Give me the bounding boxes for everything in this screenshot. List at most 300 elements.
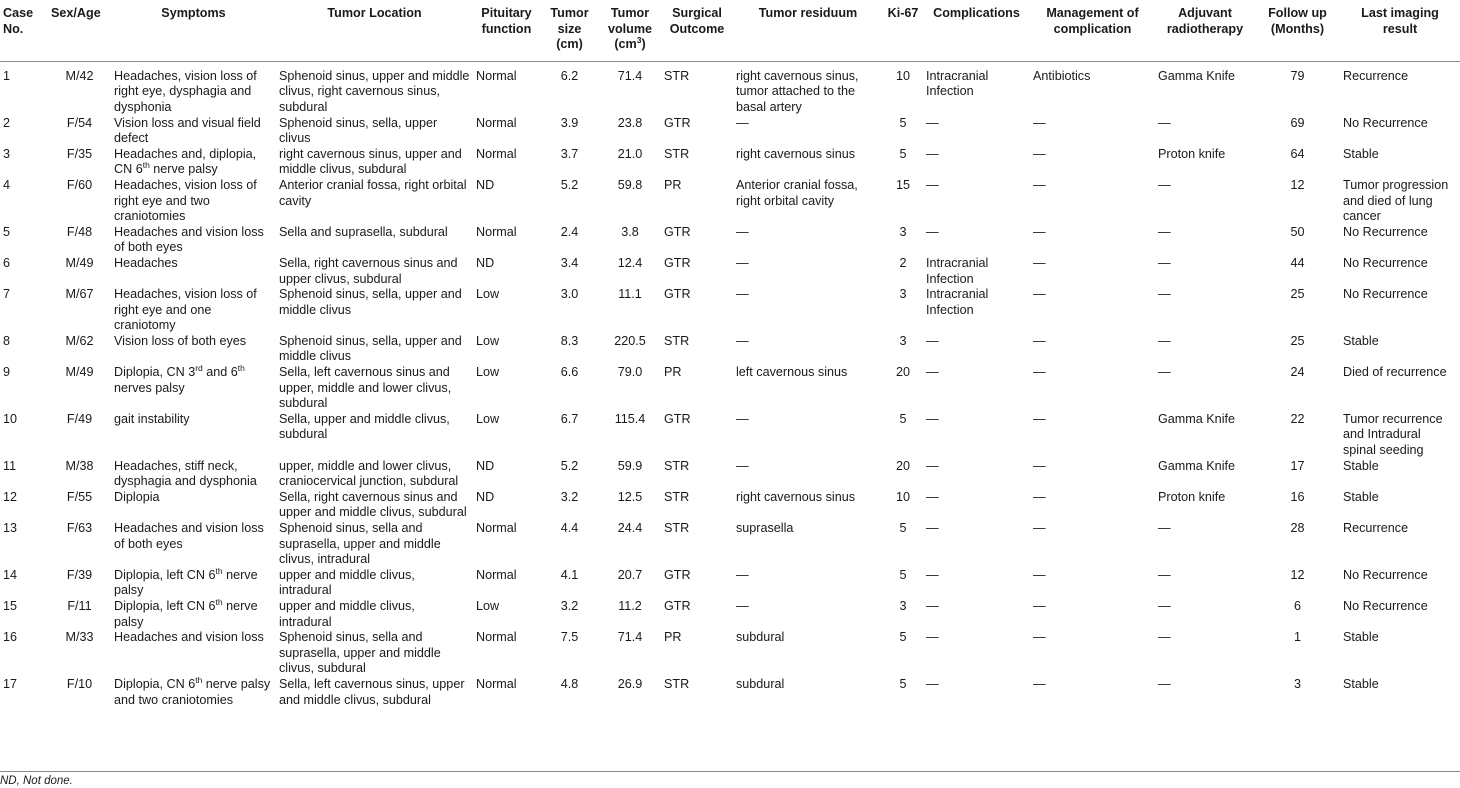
table-row <box>0 412 1460 459</box>
cell-tumor-volume: 220.5 <box>614 333 646 348</box>
table-row <box>0 599 1460 630</box>
cell-management: Antibiotics <box>1033 68 1091 83</box>
cell-management: — <box>1033 676 1046 691</box>
cell-sex-age: M/42 <box>65 68 94 83</box>
symptom-text: nerve palsy <box>114 567 258 598</box>
cell-follow-up: 79 <box>1290 68 1305 83</box>
header-sex-age: Sex/Age <box>48 0 111 61</box>
table-row <box>0 116 1460 147</box>
cell-pituitary-function: Normal <box>476 521 517 535</box>
cell-tumor-location: Sella and suprasella, subdural <box>279 224 448 239</box>
cell-tumor-volume: 59.8 <box>617 177 643 192</box>
cell-surgical-outcome: GTR <box>664 287 691 302</box>
symptom-superscript: th <box>195 674 203 685</box>
cell-last-imaging: No Recurrence <box>1343 598 1428 613</box>
cell-tumor-location: Sella, upper and middle clivus, subdural <box>279 411 450 442</box>
cell-case-no: 6 <box>3 255 11 270</box>
cell-symptoms <box>111 674 276 708</box>
cell-tumor-size: 6.7 <box>560 411 579 426</box>
cell-follow-up: 12 <box>1290 177 1305 192</box>
cell-surgical-outcome: PR <box>664 177 682 192</box>
cell-follow-up: 44 <box>1290 255 1305 270</box>
cell-ki67: 3 <box>899 224 907 239</box>
cell-follow-up: 6 <box>1293 598 1301 613</box>
symptom-text: Headaches <box>114 255 178 270</box>
cell-pituitary-function: ND <box>476 255 495 270</box>
cell-sex-age: M/38 <box>65 458 94 473</box>
cell-adjuvant-radiotherapy: — <box>1158 287 1171 302</box>
cell-tumor-size: 7.5 <box>560 630 579 645</box>
cell-complications: — <box>926 489 939 504</box>
cell-last-imaging: No Recurrence <box>1343 224 1428 239</box>
symptom-text: Headaches, vision loss of right eye and two craniotomies <box>114 177 257 224</box>
cell-last-imaging: Died of recurrence <box>1343 365 1447 380</box>
cell-case-no: 13 <box>3 521 18 535</box>
cell-tumor-residuum: right cavernous sinus, tumor attached to the basal artery <box>736 68 859 114</box>
cell-sex-age: F/60 <box>66 177 93 192</box>
cell-complications: — <box>926 567 939 582</box>
cell-tumor-volume: 71.4 <box>617 68 643 83</box>
cell-surgical-outcome: STR <box>664 676 690 691</box>
cell-sex-age: F/54 <box>66 115 93 130</box>
cell-symptoms <box>111 61 276 115</box>
symptom-superscript: th <box>215 596 223 607</box>
cell-pituitary-function: Low <box>476 411 500 426</box>
cell-tumor-size: 8.3 <box>560 333 579 348</box>
table-header <box>0 0 1460 61</box>
cell-surgical-outcome: STR <box>664 458 690 473</box>
cell-surgical-outcome: STR <box>664 146 690 161</box>
cell-follow-up: 12 <box>1290 567 1305 582</box>
cell-complications: Intracranial Infection <box>926 68 989 99</box>
cell-follow-up: 25 <box>1290 333 1305 348</box>
cell-ki67: 10 <box>895 68 910 83</box>
cell-case-no: 3 <box>3 146 11 161</box>
cell-tumor-residuum: — <box>736 333 749 348</box>
cell-case-no: 5 <box>3 224 11 239</box>
cell-tumor-volume: 20.7 <box>617 567 643 582</box>
cell-tumor-residuum: Anterior cranial fossa, right orbital cavity <box>736 177 858 208</box>
cell-sex-age: F/63 <box>66 521 93 535</box>
table-row <box>0 365 1460 412</box>
symptom-text: Headaches, vision loss of right eye, dysphagia and dysphonia <box>114 68 257 114</box>
table-row <box>0 677 1460 708</box>
header-adjuvant-radiotherapy: Adjuvant radiotherapy <box>1155 0 1255 61</box>
cell-ki67: 20 <box>895 458 910 473</box>
cell-last-imaging: Tumor progression and died of lung cancer <box>1343 177 1449 224</box>
cell-management: — <box>1033 630 1046 645</box>
symptom-superscript: th <box>142 160 150 171</box>
cell-tumor-size: 3.7 <box>560 146 579 161</box>
cell-pituitary-function: Low <box>476 365 500 380</box>
cell-management: — <box>1033 567 1046 582</box>
cell-ki67: 5 <box>899 115 907 130</box>
cell-tumor-location: Sphenoid sinus, sella and suprasella, upper and middle clivus, subdural <box>279 630 441 676</box>
symptom-text: nerves palsy <box>114 380 185 395</box>
cell-complications: — <box>926 365 939 380</box>
cell-tumor-volume: 12.4 <box>617 255 643 270</box>
cell-management: — <box>1033 489 1046 504</box>
cell-tumor-volume: 26.9 <box>617 676 643 691</box>
cell-follow-up: 3 <box>1293 676 1301 691</box>
cell-pituitary-function: Low <box>476 598 500 613</box>
cell-ki67: 10 <box>895 489 910 504</box>
cell-tumor-residuum: — <box>736 115 749 130</box>
cell-adjuvant-radiotherapy: Gamma Knife <box>1158 458 1235 473</box>
cell-sex-age: M/62 <box>65 333 94 348</box>
cell-tumor-residuum: subdural <box>736 630 785 645</box>
cell-adjuvant-radiotherapy: — <box>1158 598 1171 613</box>
cell-pituitary-function: Normal <box>476 676 517 691</box>
symptom-text: Headaches, stiff neck, dysphagia and dysphonia <box>114 458 257 489</box>
cell-sex-age: M/67 <box>65 287 94 302</box>
cell-ki67: 5 <box>899 567 907 582</box>
cell-symptoms <box>111 565 276 599</box>
header-last-imaging: Last imaging result <box>1340 0 1460 61</box>
cell-adjuvant-radiotherapy: — <box>1158 630 1171 645</box>
cell-tumor-location: Anterior cranial fossa, right orbital cavity <box>279 177 467 208</box>
cell-surgical-outcome: GTR <box>664 598 691 613</box>
header-ki67: Ki-67 <box>883 0 923 61</box>
cell-tumor-location: Sella, left cavernous sinus and upper, middle and lower clivus, subdural <box>279 365 452 411</box>
header-tumor-size: Tumor size (cm) <box>540 0 599 61</box>
cell-management: — <box>1033 224 1046 239</box>
cell-management: — <box>1033 365 1046 380</box>
symptom-text: and 6 <box>202 365 238 380</box>
cell-surgical-outcome: PR <box>664 365 682 380</box>
cell-tumor-location: Sella, right cavernous sinus and upper clivus, subdural <box>279 255 458 286</box>
header-follow-up: Follow up (Months) <box>1255 0 1340 61</box>
cell-tumor-size: 4.8 <box>560 676 579 691</box>
cell-follow-up: 28 <box>1290 521 1305 535</box>
symptom-text: nerve palsy and two craniotomies <box>114 676 271 707</box>
cell-complications: Intracranial Infection <box>926 287 989 317</box>
cell-ki67: 5 <box>899 146 907 161</box>
cell-tumor-volume: 71.4 <box>617 630 643 645</box>
cell-management: — <box>1033 411 1046 426</box>
cell-pituitary-function: Low <box>476 287 500 302</box>
table-row <box>0 225 1460 256</box>
header-tumor-volume <box>599 0 661 61</box>
cell-management: — <box>1033 177 1046 192</box>
symptom-text: Diplopia, CN 6 <box>114 676 196 691</box>
cell-follow-up: 16 <box>1290 489 1305 504</box>
cell-tumor-volume: 21.0 <box>617 146 643 161</box>
symptom-text: Vision loss of both eyes <box>114 333 247 348</box>
cell-ki67: 3 <box>899 287 907 302</box>
header-symptoms: Symptoms <box>111 0 276 61</box>
cell-adjuvant-radiotherapy: — <box>1158 333 1171 348</box>
cell-pituitary-function: Low <box>476 333 500 348</box>
cell-adjuvant-radiotherapy: — <box>1158 676 1171 691</box>
cell-adjuvant-radiotherapy: Proton knife <box>1158 146 1226 161</box>
cell-tumor-residuum: subdural <box>736 676 785 691</box>
header-pituitary-function: Pituitary function <box>473 0 540 61</box>
cell-complications: — <box>926 630 939 645</box>
header-tumor-volume-text: Tumor volume (cm <box>607 6 653 52</box>
cell-last-imaging: No Recurrence <box>1343 567 1428 582</box>
cell-symptoms <box>111 225 276 256</box>
cell-surgical-outcome: GTR <box>664 567 691 582</box>
cell-sex-age: F/49 <box>66 411 93 426</box>
cell-tumor-residuum: — <box>736 224 749 239</box>
cell-symptoms <box>111 412 276 459</box>
cell-symptoms <box>111 256 276 287</box>
cell-tumor-location: Sphenoid sinus, sella and suprasella, upper and middle clivus, intradural <box>279 521 441 567</box>
cell-complications: — <box>926 177 939 192</box>
symptom-text: Vision loss and visual field defect <box>114 115 261 146</box>
cell-management: — <box>1033 458 1046 473</box>
cell-tumor-size: 4.4 <box>560 521 579 535</box>
cell-complications: Intracranial Infection <box>926 255 989 286</box>
cell-complications: — <box>926 521 939 535</box>
cell-follow-up: 50 <box>1290 224 1305 239</box>
cell-complications: — <box>926 598 939 613</box>
cell-case-no: 14 <box>3 567 18 582</box>
cell-tumor-size: 3.2 <box>560 489 579 504</box>
cell-adjuvant-radiotherapy: — <box>1158 255 1171 270</box>
cell-sex-age: F/55 <box>66 489 93 504</box>
cell-tumor-size: 3.4 <box>560 255 579 270</box>
cell-tumor-volume: 11.2 <box>618 598 642 613</box>
cell-ki67: 5 <box>899 411 907 426</box>
cell-complications: — <box>926 458 939 473</box>
cell-symptoms <box>111 630 276 677</box>
cell-sex-age: M/33 <box>65 630 94 645</box>
cell-ki67: 20 <box>895 365 910 380</box>
cell-case-no: 2 <box>3 115 11 130</box>
symptom-text: Diplopia, left CN 6 <box>114 598 216 613</box>
cell-symptoms <box>111 521 276 568</box>
cell-tumor-location: upper and middle clivus, intradural <box>279 567 415 598</box>
cell-ki67: 5 <box>899 676 907 691</box>
cell-case-no: 8 <box>3 333 11 348</box>
cell-complications: — <box>926 676 939 691</box>
header-tumor-location: Tumor Location <box>276 0 473 61</box>
symptom-superscript: rd <box>195 363 203 374</box>
cell-case-no: 16 <box>3 630 18 645</box>
symptom-text: Headaches and, diplopia, CN 6 <box>114 146 257 177</box>
cell-adjuvant-radiotherapy: — <box>1158 521 1171 535</box>
cell-case-no: 1 <box>3 68 11 83</box>
cell-tumor-size: 5.2 <box>560 458 579 473</box>
table-row <box>0 61 1460 115</box>
cell-follow-up: 25 <box>1290 287 1305 302</box>
table-row <box>0 287 1460 334</box>
cell-pituitary-function: Normal <box>476 224 517 239</box>
cell-surgical-outcome: STR <box>664 333 690 348</box>
cell-tumor-residuum: — <box>736 598 749 613</box>
cell-tumor-location: upper and middle clivus, intradural <box>279 598 415 629</box>
cell-ki67: 5 <box>899 630 907 645</box>
cell-case-no: 11 <box>3 458 17 473</box>
cell-tumor-size: 5.2 <box>560 177 579 192</box>
cell-last-imaging: Recurrence <box>1343 68 1409 83</box>
cell-adjuvant-radiotherapy: Proton knife <box>1158 489 1226 504</box>
symptom-superscript: th <box>237 363 245 374</box>
cell-pituitary-function: Normal <box>476 567 517 582</box>
cell-tumor-residuum: — <box>736 287 749 302</box>
table-row <box>0 178 1460 225</box>
cell-tumor-location: Sella, left cavernous sinus, upper and middle clivus, subdural <box>279 676 465 707</box>
cell-tumor-size: 3.2 <box>560 598 579 613</box>
cell-tumor-residuum: right cavernous sinus <box>736 489 856 504</box>
cell-management: — <box>1033 287 1046 302</box>
cell-tumor-size: 6.2 <box>560 68 579 83</box>
cell-symptoms <box>111 287 276 334</box>
cell-last-imaging: Recurrence <box>1343 521 1409 535</box>
cell-ki67: 3 <box>899 598 907 613</box>
cell-tumor-volume: 24.4 <box>617 521 643 535</box>
cell-follow-up: 69 <box>1290 115 1305 130</box>
symptom-text: Diplopia, left CN 6 <box>114 567 216 582</box>
cell-follow-up: 64 <box>1290 146 1305 161</box>
cell-last-imaging: No Recurrence <box>1343 115 1428 130</box>
table-row <box>0 334 1460 365</box>
cell-last-imaging: Stable <box>1343 333 1379 348</box>
table-footnote: ND, Not done. <box>0 775 73 787</box>
symptom-superscript: th <box>215 565 223 576</box>
cell-follow-up: 22 <box>1290 411 1305 426</box>
header-case-no: Case No. <box>0 0 48 61</box>
cell-tumor-volume: 12.5 <box>617 489 643 504</box>
cell-case-no: 9 <box>3 365 11 380</box>
cell-surgical-outcome: GTR <box>664 411 691 426</box>
cell-tumor-size: 6.6 <box>560 365 579 380</box>
cell-case-no: 10 <box>3 411 18 426</box>
cell-tumor-size: 2.4 <box>560 224 579 239</box>
cell-last-imaging: Tumor recurrence and Intradural spinal seeding <box>1343 411 1443 458</box>
cell-ki67: 3 <box>899 333 907 348</box>
cell-surgical-outcome: STR <box>664 521 690 535</box>
cell-ki67: 2 <box>899 255 907 270</box>
cell-symptoms <box>111 334 276 365</box>
cell-case-no: 12 <box>3 489 18 504</box>
cell-adjuvant-radiotherapy: — <box>1158 365 1171 380</box>
cell-tumor-residuum: suprasella <box>736 521 794 535</box>
symptom-text: Headaches, vision loss of right eye and one craniotomy <box>114 287 257 333</box>
cell-management: — <box>1033 146 1046 161</box>
header-tumor-residuum: Tumor residuum <box>733 0 883 61</box>
cell-last-imaging: Stable <box>1343 458 1379 473</box>
header-management: Management of complication <box>1030 0 1155 61</box>
cell-pituitary-function: ND <box>476 458 495 473</box>
header-tumor-volume-sup: 3 <box>636 35 642 46</box>
cell-sex-age: F/39 <box>66 567 93 582</box>
cell-symptoms <box>111 116 276 147</box>
cell-surgical-outcome: STR <box>664 489 690 504</box>
cell-surgical-outcome: GTR <box>664 255 691 270</box>
cell-case-no: 4 <box>3 177 11 192</box>
cell-tumor-volume: 59.9 <box>617 458 643 473</box>
cell-case-no: 15 <box>3 598 18 613</box>
cell-complications: — <box>926 224 939 239</box>
cell-management: — <box>1033 115 1046 130</box>
cell-last-imaging: No Recurrence <box>1343 287 1428 302</box>
cell-complications: — <box>926 146 939 161</box>
cell-surgical-outcome: GTR <box>664 224 691 239</box>
cell-pituitary-function: Normal <box>476 115 517 130</box>
cell-tumor-location: upper, middle and lower clivus, craniocervical junction, subdural <box>279 458 459 489</box>
cell-tumor-residuum: — <box>736 255 749 270</box>
cell-pituitary-function: ND <box>476 489 495 504</box>
symptom-text: nerve palsy <box>114 598 258 629</box>
cell-symptoms <box>111 178 276 225</box>
cell-tumor-location: Sphenoid sinus, upper and middle clivus, right cavernous sinus, subdural <box>279 68 470 114</box>
cell-sex-age: M/49 <box>65 365 94 380</box>
cell-last-imaging: Stable <box>1343 676 1379 691</box>
cell-surgical-outcome: STR <box>664 68 690 83</box>
cell-ki67: 15 <box>895 177 910 192</box>
cell-management: — <box>1033 521 1046 535</box>
cell-symptoms <box>111 459 276 490</box>
table-row <box>0 490 1460 521</box>
cell-tumor-size: 3.9 <box>560 115 579 130</box>
cell-follow-up: 17 <box>1290 458 1305 473</box>
cell-sex-age: F/48 <box>66 224 93 239</box>
symptom-text: Headaches and vision loss of both eyes <box>114 521 264 551</box>
cell-last-imaging: Stable <box>1343 630 1379 645</box>
cell-last-imaging: Stable <box>1343 146 1379 161</box>
cell-tumor-location: Sella, right cavernous sinus and upper and middle clivus, subdural <box>279 489 467 520</box>
cell-adjuvant-radiotherapy: — <box>1158 567 1171 582</box>
cell-adjuvant-radiotherapy: — <box>1158 115 1171 130</box>
cell-ki67: 5 <box>899 521 907 535</box>
cell-tumor-residuum: right cavernous sinus <box>736 146 856 161</box>
cell-surgical-outcome: PR <box>664 630 682 645</box>
cell-symptoms <box>111 365 276 412</box>
cell-adjuvant-radiotherapy: — <box>1158 224 1171 239</box>
table-row <box>0 459 1460 490</box>
cell-pituitary-function: Normal <box>476 146 517 161</box>
cell-tumor-residuum: — <box>736 411 749 426</box>
cell-management: — <box>1033 598 1046 613</box>
cell-adjuvant-radiotherapy: Gamma Knife <box>1158 411 1235 426</box>
table-row <box>0 568 1460 599</box>
table-bottom-rule <box>0 771 1460 772</box>
cell-symptoms <box>111 490 276 521</box>
cell-symptoms <box>111 147 276 178</box>
header-surgical-outcome: Surgical Outcome <box>661 0 733 61</box>
cell-tumor-volume: 3.8 <box>621 224 639 239</box>
cell-sex-age: M/49 <box>65 255 94 270</box>
cell-last-imaging: Stable <box>1343 489 1379 504</box>
cell-sex-age: F/11 <box>67 598 92 613</box>
cell-case-no: 17 <box>3 676 18 691</box>
cell-tumor-location: Sphenoid sinus, sella, upper clivus <box>279 115 438 146</box>
cell-tumor-volume: 11.1 <box>618 287 642 302</box>
cell-tumor-location: Sphenoid sinus, sella, upper and middle clivus <box>279 333 462 364</box>
header-tumor-volume-end: ) <box>641 37 646 52</box>
symptom-text: Diplopia, CN 3 <box>114 365 196 380</box>
cell-sex-age: F/35 <box>66 146 93 161</box>
table-row <box>0 147 1460 178</box>
table-row <box>0 521 1460 568</box>
cell-management: — <box>1033 333 1046 348</box>
cell-pituitary-function: ND <box>476 177 495 192</box>
cell-adjuvant-radiotherapy: Gamma Knife <box>1158 68 1235 83</box>
header-complications: Complications <box>923 0 1030 61</box>
symptom-text: Diplopia <box>114 489 160 504</box>
symptom-text: gait instability <box>114 411 190 426</box>
table-body <box>0 61 1460 708</box>
cell-tumor-size: 3.0 <box>560 287 579 302</box>
cell-management: — <box>1033 255 1046 270</box>
symptom-text: Headaches and vision loss of both eyes <box>114 224 264 255</box>
cell-complications: — <box>926 333 939 348</box>
symptom-text: nerve palsy <box>149 162 218 177</box>
cell-tumor-volume: 115.4 <box>614 411 646 426</box>
